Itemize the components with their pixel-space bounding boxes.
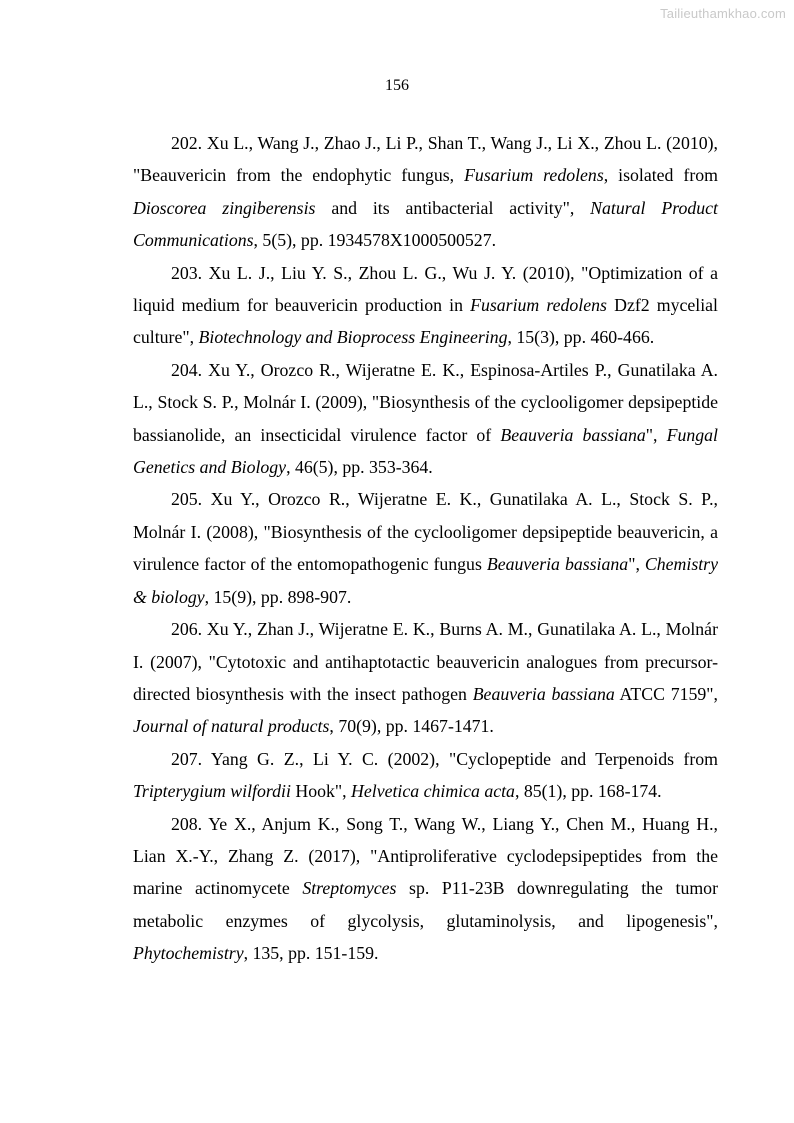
- reference-text: , 46(5), pp. 353-364.: [286, 457, 433, 478]
- reference-entry: [133, 808, 718, 970]
- italic-text: Beauveria bassiana: [500, 424, 646, 445]
- reference-entry: [133, 743, 718, 808]
- italic-text: Helvetica chimica acta: [351, 781, 515, 802]
- italic-text: Fusarium redolens: [464, 165, 604, 186]
- reference-text: , 70(9), pp. 1467-1471.: [329, 716, 494, 737]
- italic-text: Beauveria bassiana: [472, 683, 615, 704]
- italic-text: Journal of natural products: [133, 716, 330, 737]
- reference-text: 203. Xu L. J., Liu Y. S., Zhou L. G., Wu J. Y. (2010), "Optimization of a liquid medium for beauvericin production in: [133, 262, 718, 316]
- reference-text: and its antibacterial activity",: [315, 197, 591, 218]
- italic-text: Chemistry & biology: [133, 554, 718, 607]
- reference-text: ATCC 7159",: [614, 683, 718, 704]
- reference-text: ",: [628, 554, 645, 575]
- reference-entry: [133, 613, 718, 743]
- reference-text: , 5(5), pp. 1934578X1000500527.: [253, 230, 497, 251]
- reference-text: 205. Xu Y., Orozco R., Wijeratne E. K., Gunatilaka A. L., Stock S. P., Molnár I. (2008), "Biosynthesis of the cyclooligomer depsipeptide beauvericin, a virulence factor of the entomopathogenic fungus: [133, 489, 718, 575]
- italic-text: Tripterygium wilfordii: [133, 781, 291, 802]
- italic-text: Natural Product Communications: [133, 197, 718, 251]
- reference-text: 208. Ye X., Anjum K., Song T., Wang W., Liang Y., Chen M., Huang H., Lian X.-Y., Zhang Z. (2017), "Antiproliferative cyclodepsipeptides from the marine actinomycete: [133, 813, 718, 899]
- reference-text: Dzf2 mycelial culture",: [133, 295, 718, 348]
- reference-text: 204. Xu Y., Orozco R., Wijeratne E. K., Espinosa-Artiles P., Gunatilaka A. L., Stock S. P., Molnár I. (2009), "Biosynthesis of the cyclooligomer depsipeptide bassianolide, an insecticidal virulence factor of: [133, 359, 718, 445]
- reference-entry: [133, 483, 718, 613]
- page-number: 156: [385, 77, 409, 94]
- italic-text: Fungal Genetics and Biology: [133, 424, 718, 478]
- reference-text: ",: [645, 424, 667, 445]
- reference-entry: [133, 257, 718, 354]
- reference-text: , isolated from: [603, 165, 718, 186]
- reference-text: Hook",: [290, 781, 352, 802]
- reference-entry: [133, 354, 718, 484]
- watermark-text: Tailieuthamkhao.com: [660, 6, 786, 21]
- italic-text: Fusarium redolens: [470, 295, 607, 316]
- italic-text: Dioscorea zingiberensis: [133, 197, 316, 218]
- reference-list: [133, 127, 718, 970]
- italic-text: Streptomyces: [302, 878, 397, 899]
- reference-text: , 85(1), pp. 168-174.: [514, 781, 662, 802]
- italic-text: Beauveria bassiana: [486, 554, 629, 575]
- reference-text: , 135, pp. 151-159.: [243, 943, 379, 964]
- reference-entry: [133, 127, 718, 257]
- italic-text: Phytochemistry: [133, 943, 244, 964]
- reference-text: 207. Yang G. Z., Li Y. C. (2002), "Cyclopeptide and Terpenoids from: [171, 748, 718, 769]
- italic-text: Biotechnology and Bioprocess Engineering: [198, 327, 508, 348]
- reference-text: 206. Xu Y., Zhan J., Wijeratne E. K., Burns A. M., Gunatilaka A. L., Molnár I. (2007), "Cytotoxic and antihaptotactic beauvericin analogues from precursor-directed biosynthesis with the insect pathogen: [133, 619, 718, 704]
- reference-text: , 15(3), pp. 460-466.: [507, 327, 655, 348]
- reference-text: , 15(9), pp. 898-907.: [204, 586, 352, 607]
- reference-text: 202. Xu L., Wang J., Zhao J., Li P., Shan T., Wang J., Li X., Zhou L. (2010), "Beauvericin from the endophytic fungus,: [133, 133, 718, 186]
- reference-text: sp. P11-23B downregulating the tumor metabolic enzymes of glycolysis, glutaminolysis, and lipogenesis",: [133, 878, 718, 931]
